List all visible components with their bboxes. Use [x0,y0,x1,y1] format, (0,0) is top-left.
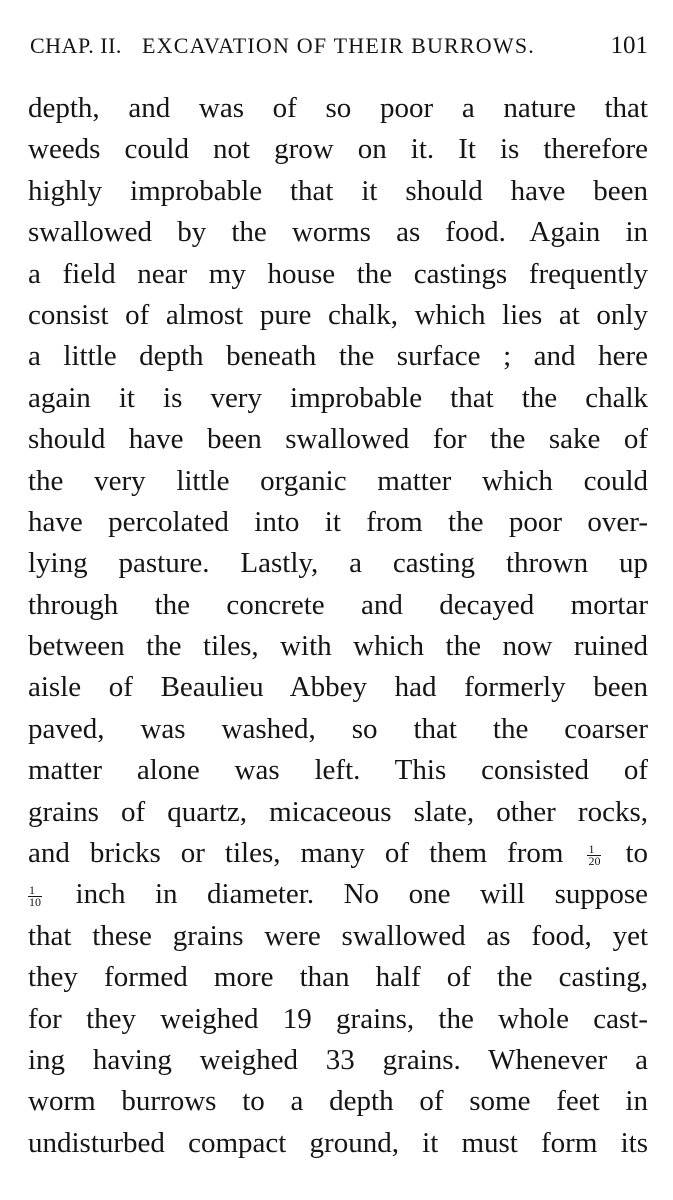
text-line: for they weighed 19 grains, the whole cast- [28,1002,648,1035]
page-number: 101 [610,32,648,59]
line-text-after-fraction: to [625,837,648,870]
text-line: grains of quartz, micaceous slate, other rocks, [28,795,648,828]
fraction-numerator: 1 [28,885,42,897]
text-line: aisle of Beaulieu Abbey had formerly been [28,671,648,704]
fraction-denominator: 10 [29,895,41,910]
text-line: again it is very improbable that the chalk [28,381,648,414]
text-line: a little depth beneath the surface ; and here [28,340,648,373]
text-line: depth, and was of so poor a nature that [28,92,648,124]
text-line: ing having weighed 33 grains. Whenever a [28,1043,648,1076]
running-header [30,28,650,64]
text-line: matter alone was left. This consisted of [28,754,648,787]
text-line: have percolated into it from the poor over- [28,505,648,538]
text-line: a field near my house the castings frequently [28,257,648,290]
body-text [28,88,648,1164]
text-line: worm burrows to a depth of some feet in [28,1085,648,1118]
text-line: should have been swallowed for the sake of [28,423,648,456]
text-line-with-fraction [28,874,648,915]
line-text-after-fraction: inch in diameter. No one will suppose [75,878,648,911]
fraction-numerator: 1 [587,844,601,856]
running-title: EXCAVATION OF THEIR BURROWS. [142,33,535,58]
text-line: through the concrete and decayed mortar [28,588,648,621]
fraction-denominator: 20 [588,853,601,868]
text-line-with-fractions [28,833,648,874]
fraction-one-twentieth [587,841,601,868]
text-line: highly improbable that it should have been [28,174,648,207]
text-line: between the tiles, with which the now ruined [28,630,648,663]
text-line: that these grains were swallowed as food, yet [28,919,648,952]
text-line: they formed more than half of the casting, [28,961,648,994]
chapter-label: CHAP. II. [30,33,122,58]
text-line: undisturbed compact ground, it must form its [28,1126,648,1159]
text-line: weeds could not grow on it. It is therefore [28,133,648,166]
text-line: swallowed by the worms as food. Again in [28,216,648,249]
text-line: consist of almost pure chalk, which lies at only [28,298,648,331]
text-line: the very little organic matter which could [28,464,648,497]
text-line: lying pasture. Lastly, a casting thrown up [28,547,648,580]
fraction-one-tenth [28,885,42,908]
line-text-before-fraction: and bricks or tiles, many of them from [28,837,564,870]
text-line: paved, was washed, so that the coarser [28,712,648,745]
